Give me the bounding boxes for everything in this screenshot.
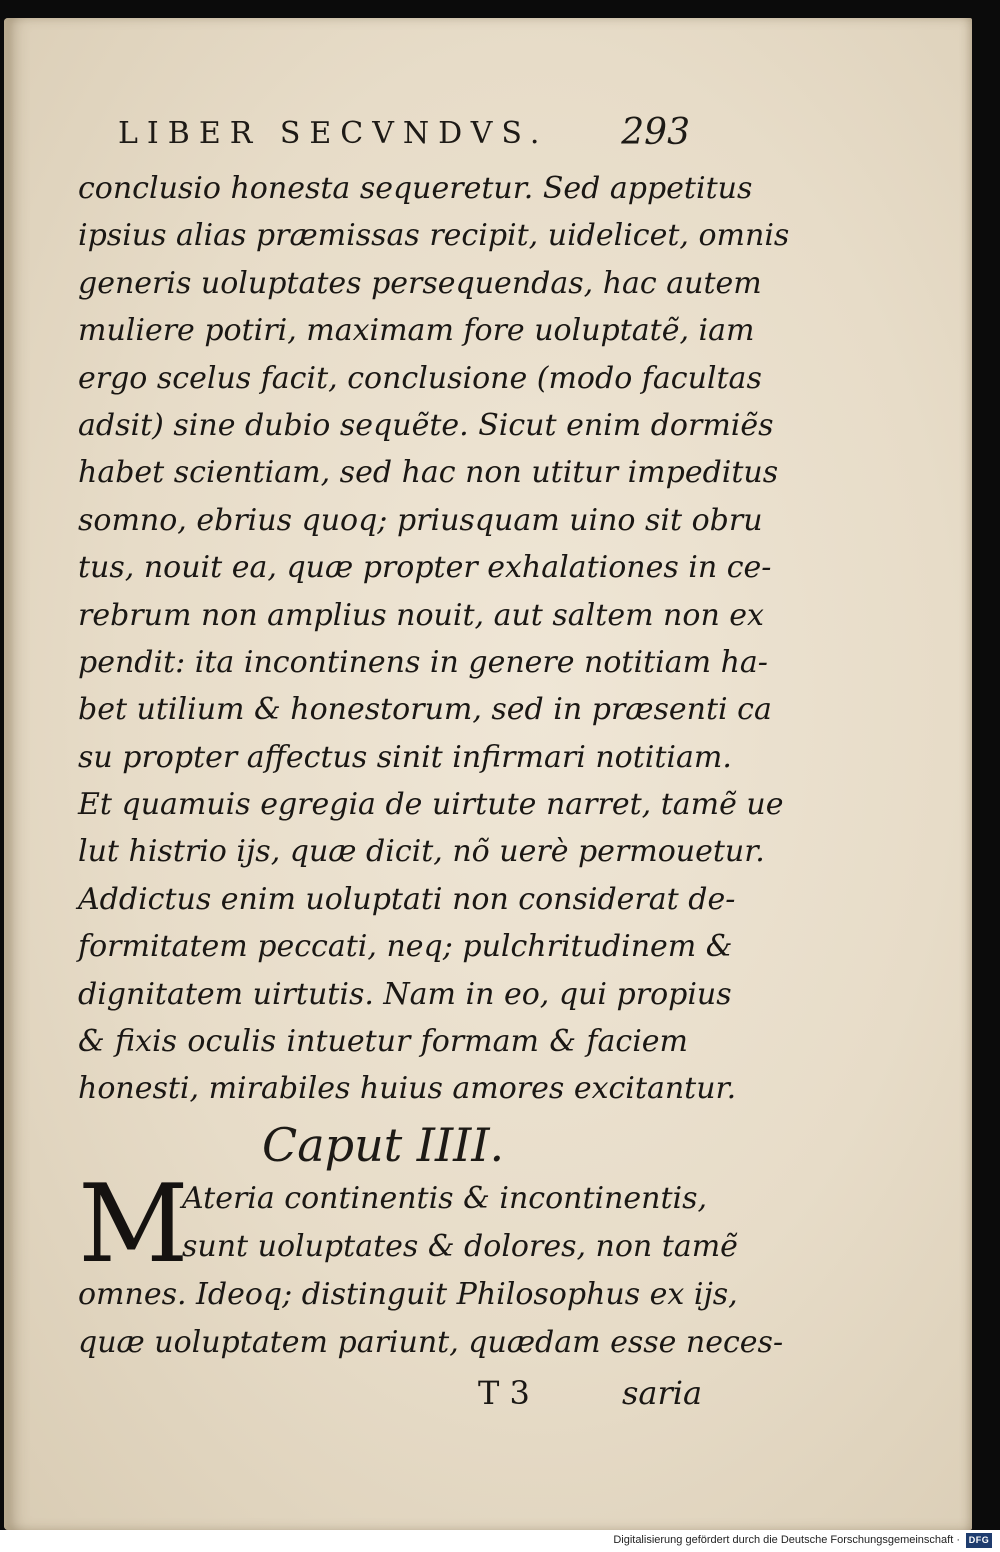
text-line: rebrum non amplius nouit, aut saltem non ex [78,597,764,633]
text-line: Addictus enim uoluptati non considerat de- [78,881,736,917]
funding-credit: Digitalisierung gefördert durch die Deutsche Forschungsgemeinschaft · [613,1534,960,1546]
text-line: su propter affectus sinit infirmari notitiam. [78,739,732,775]
text-line: ergo scelus facit, conclusione (modo facultas [78,360,762,396]
text-line: muliere potiri, maximam fore uoluptatẽ, iam [78,313,755,349]
text-line: dignitatem uirtutis. Nam in eo, qui propius [78,976,732,1012]
text-line: tus, nouit ea, quæ propter exhalationes in ce- [78,550,772,586]
catchword: saria [622,1374,703,1412]
text-line: omnes. Ideoq; distinguit Philosophus ex ijs, [78,1277,738,1312]
text-line: Ateria continentis & incontinentis, [182,1181,708,1216]
chapter-text [78,1162,784,1367]
text-line: ipsius alias præmissas recipit, uidelicet, omnis [78,218,790,254]
text-line: formitatem peccati, neq; pulchritudinem & [78,929,733,965]
folio-number: 293 [621,112,690,153]
page-gutter-shadow [4,18,14,1530]
text-line: conclusio honesta sequeretur. Sed appetitus [78,171,753,206]
drop-cap: M [78,1162,189,1287]
signature-mark: T 3 [478,1374,530,1412]
chapter-heading: Caput IIII. [262,1118,505,1172]
text-line: sunt uoluptates & dolores, non tamẽ [182,1229,738,1264]
text-line: quæ uoluptatem pariunt, quædam esse neces- [78,1325,784,1360]
text-line: honesti, mirabiles huius amores excitantur. [78,1071,737,1107]
footer-bar [0,1530,1000,1552]
text-line: bet utilium & honestorum, sed in præsenti ca [78,692,772,728]
text-line: adsit) sine dubio sequẽte. Sicut enim dormiẽs [78,407,774,443]
text-line: Et quamuis egregia de uirtute narret, tamẽ ue [78,787,784,823]
body-text [78,165,790,1113]
text-line: lut histrio ijs, quæ dicit, nõ uerè permouetur. [78,834,765,870]
text-line: & fixis oculis intuetur formam & faciem [78,1024,688,1060]
running-head: LIBER SECVNDVS. [118,116,549,151]
text-line: pendit: ita incontinens in genere notitiam ha- [78,644,768,680]
text-line: habet scientiam, sed hac non utitur impeditus [78,455,779,491]
text-line: somno, ebrius quoq; priusquam uino sit obru [78,502,763,538]
page-header [118,112,690,160]
dfg-logo-icon: DFG [966,1533,992,1548]
text-line: generis uoluptates persequendas, hac autem [78,265,762,301]
